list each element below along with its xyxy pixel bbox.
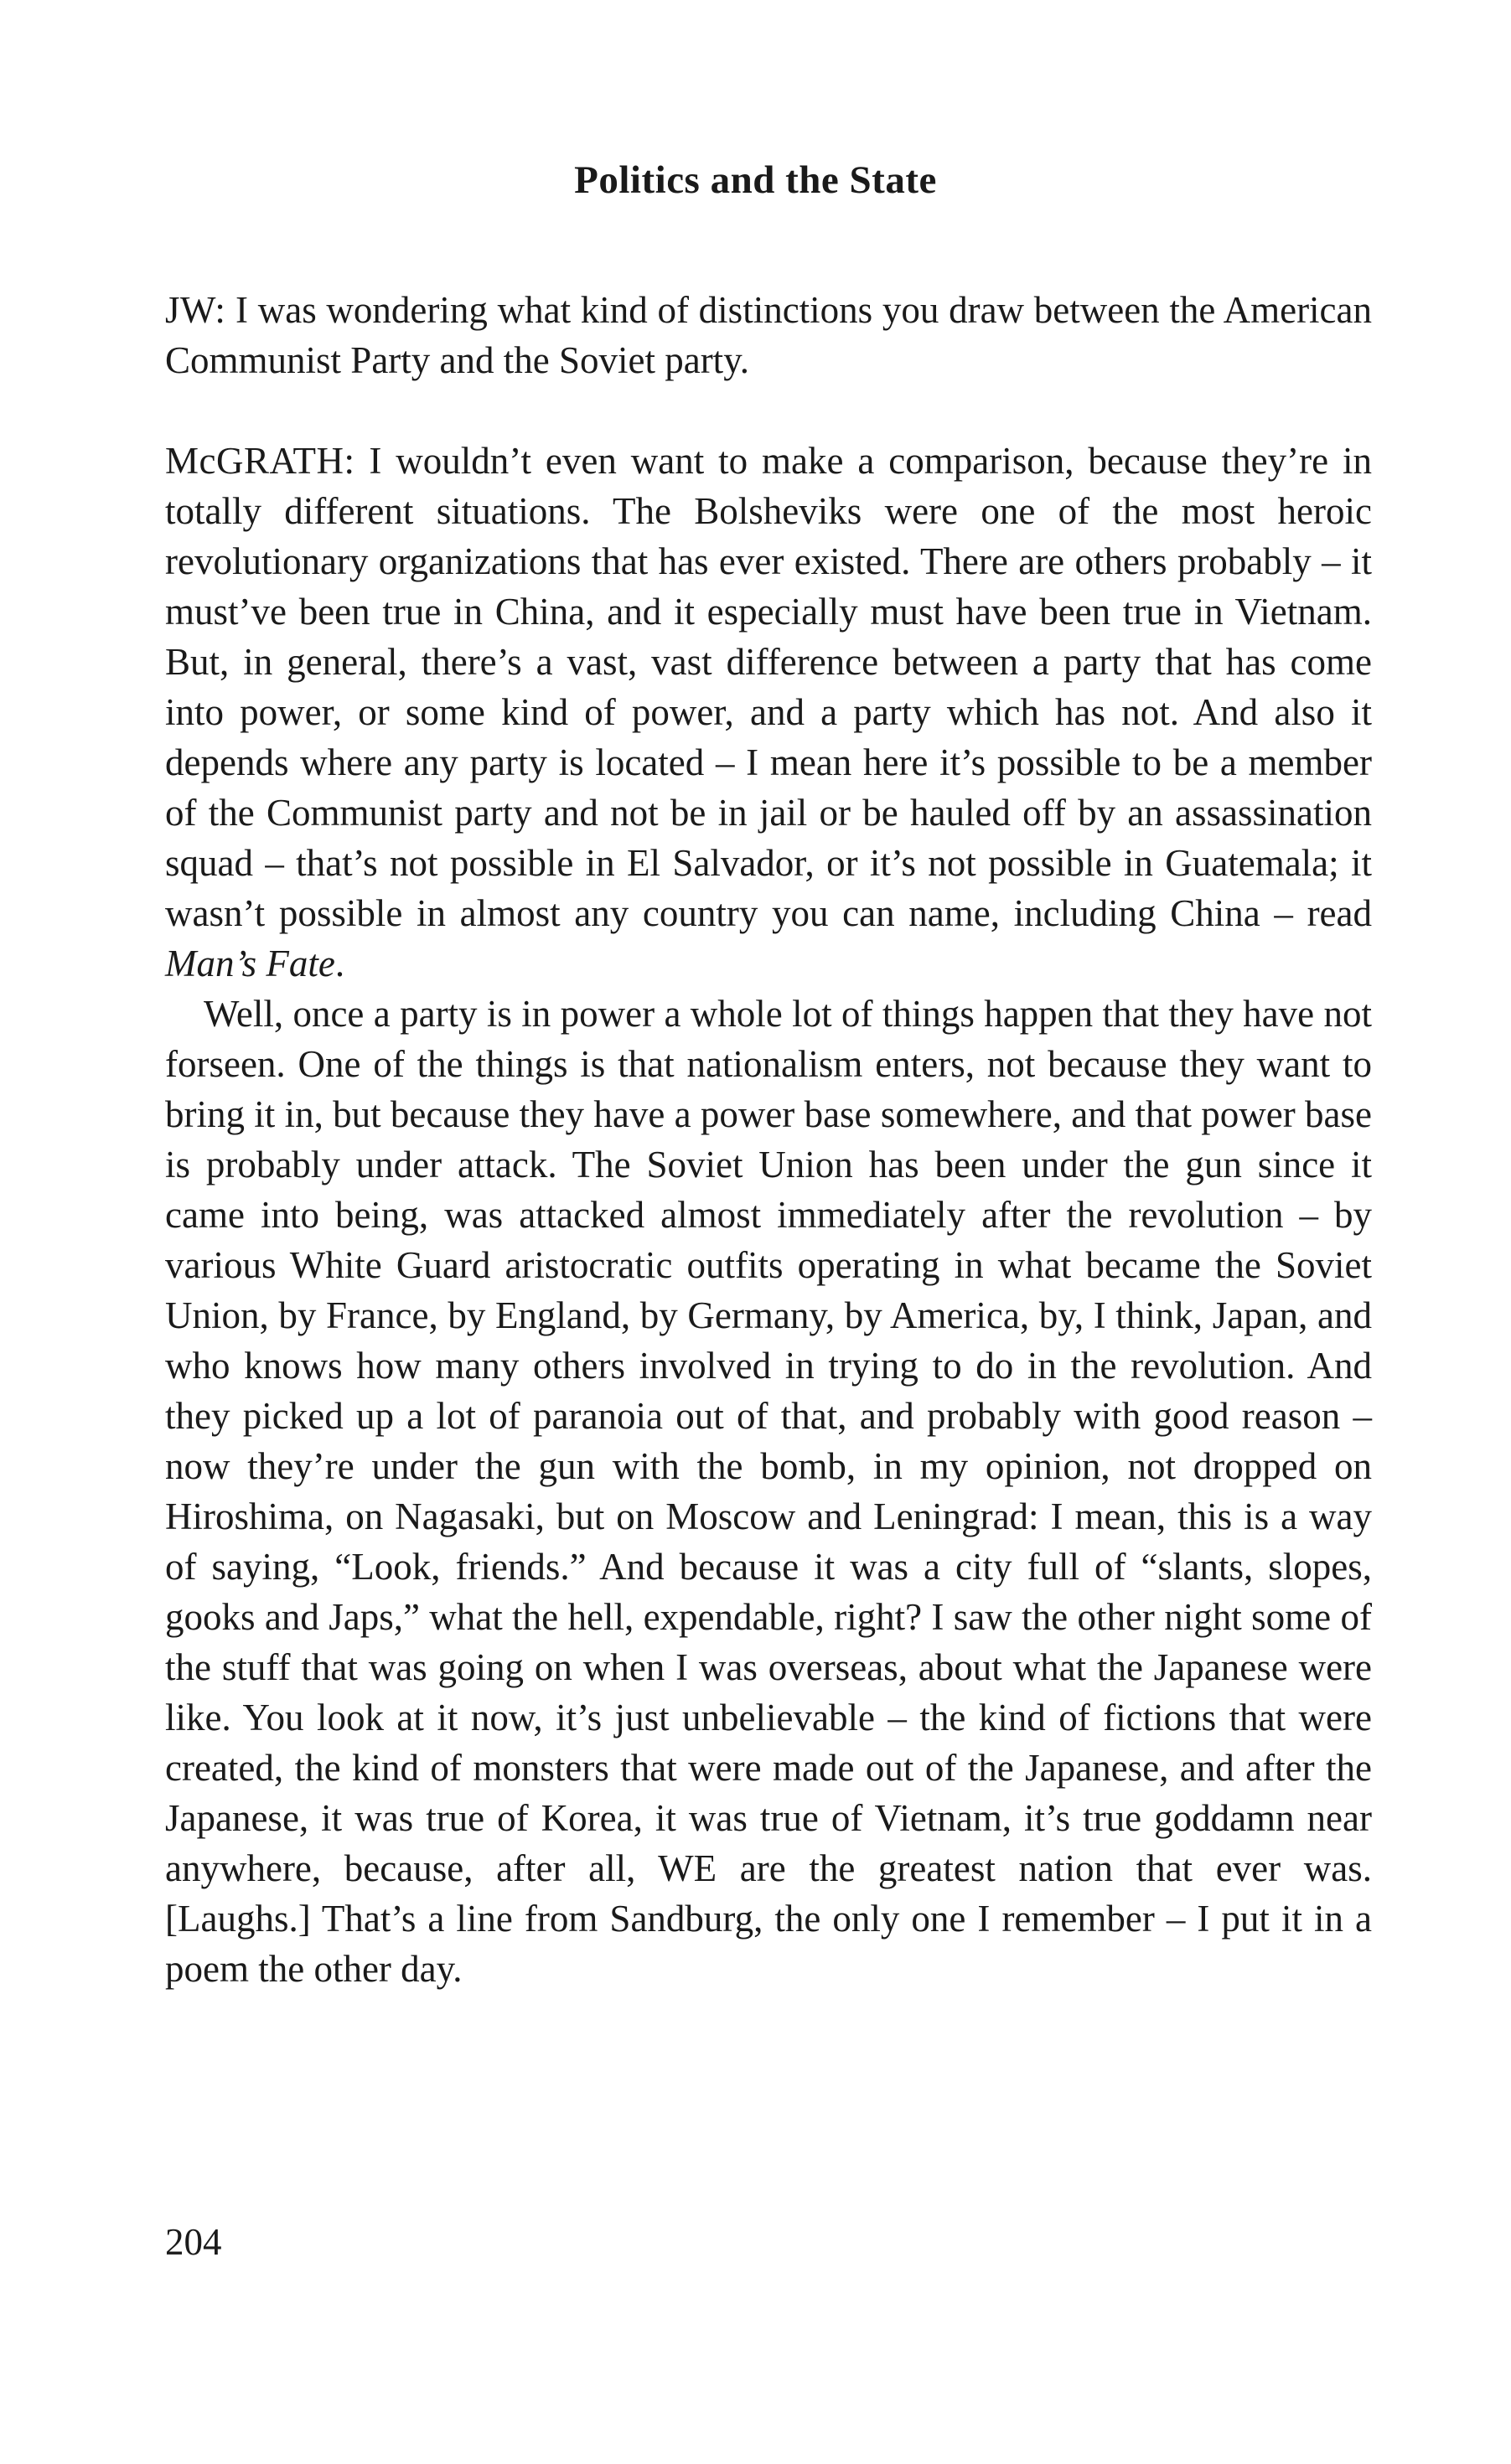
body-text bbox=[165, 285, 1372, 1994]
running-head: Politics and the State bbox=[574, 158, 937, 202]
answer-text-end: . bbox=[334, 943, 345, 984]
page-number: 204 bbox=[165, 2221, 222, 2263]
answer-paragraph bbox=[165, 436, 1372, 989]
question-paragraph bbox=[165, 285, 1372, 385]
question-text: I was wondering what kind of distinctions you draw between the American Communist Party and the Soviet party. bbox=[165, 289, 1372, 381]
body-paragraph: Well, once a party is in power a whole lot of things happen that they have not forseen. One of the things is that nationalism enters, not because they want to bring it in, but because they have a power base somewhere, and that power base is probably under attack. The Soviet Union has been under the gun since it came into being, was attacked almost immediately after the revolution – by various White Guard aristocratic outfits operating in what became the Soviet Union, by France, by England, by Germany, by America, by, I think, Japan, and who knows how many others involved in trying to do in the revolution. And they picked up a lot of paranoia out of that, and probably with good reason – now they’re under the gun with the bomb, in my opinion, not dropped on Hiroshima, on Nagasaki, but on Moscow and Leningrad: I mean, this is a way of saying, “Look, friends.” And because it was a city full of “slants, slopes, gooks and Japs,” what the hell, expendable, right? I saw the other night some of the stuff that was going on when I was overseas, about what the Japanese were like. You look at it now, it’s just unbelievable – the kind of fictions that were created, the kind of monsters that were made out of the Japanese, and after the Japanese, it was true of Korea, it was true of Vietnam, it’s true goddamn near anywhere, because, after all, WE are the greatest nation that ever was. [Laughs.] That’s a line from Sandburg, the only one I remember – I put it in a poem the other day. bbox=[165, 993, 1372, 1990]
speaker-label-mcgrath: McGRATH: bbox=[165, 440, 355, 482]
book-title: Man’s Fate bbox=[165, 943, 335, 984]
answer-text: I wouldn’t even want to make a comparison, because they’re in totally different situations. The Bolsheviks were one of the most heroic revolutionary organizations that has ever existed. There are others probably – it must’ve been true in China, and it especially must have been true in Vietnam. But, in general, there’s a vast, vast difference between a party that has come into power, or some kind of power, and a party which has not. And also it depends where any party is located – I mean here it’s possible to be a member of the Communist party and not be in jail or be hauled off by an assassination squad – that’s not possible in El Salvador, or it’s not possible in Guatemala; it wasn’t possible in almost any country you can name, including China – read bbox=[165, 440, 1372, 934]
speaker-label-jw: JW: bbox=[165, 289, 226, 331]
